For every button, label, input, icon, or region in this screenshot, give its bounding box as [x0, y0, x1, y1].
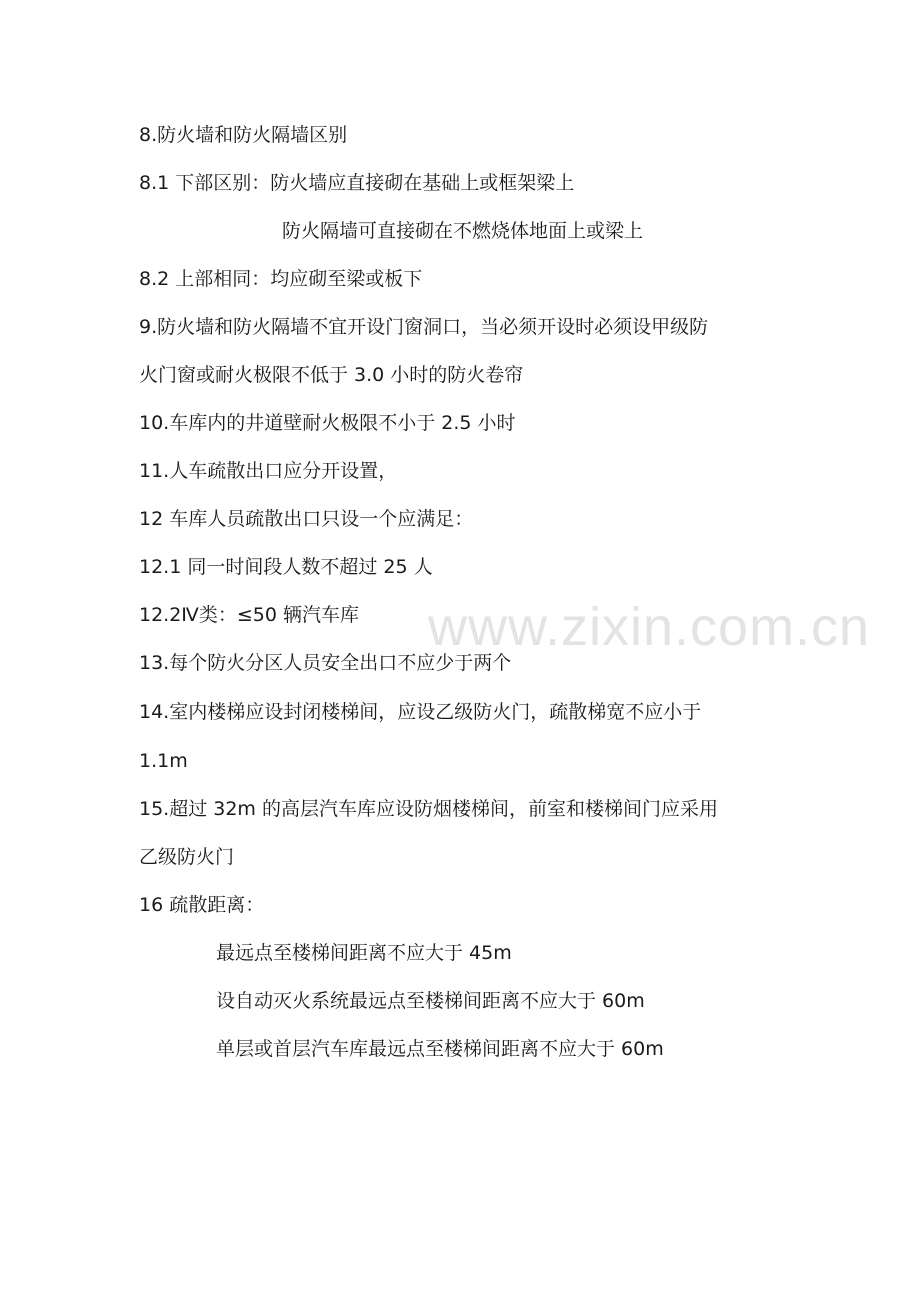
text-line-8-2: 8.2 上部相同：均应砌至梁或板下	[139, 268, 423, 290]
text-line-14: 14.室内楼梯应设封闭楼梯间，应设乙级防火门，疏散梯宽不应小于	[139, 701, 702, 723]
text-line-8-1-cont: 防火隔墙可直接砌在不燃烧体地面上或梁上	[282, 220, 644, 242]
text-line-8-1: 8.1 下部区别：防火墙应直接砌在基础上或框架梁上	[139, 172, 575, 194]
text-line-16: 16 疏散距离：	[139, 894, 265, 916]
text-line-15: 15.超过 32m 的高层汽车库应设防烟楼梯间，前室和楼梯间门应采用	[139, 798, 718, 820]
text-line-14-cont: 1.1m	[139, 750, 188, 772]
text-line-16-c: 单层或首层汽车库最远点至楼梯间距离不应大于 60m	[216, 1038, 664, 1060]
text-line-13: 13.每个防火分区人员安全出口不应少于两个	[139, 652, 512, 674]
text-line-12-2: 12.2Ⅳ类：≤50 辆汽车库	[139, 604, 359, 626]
text-line-9: 9.防火墙和防火隔墙不宜开设门窗洞口，当必须开设时必须设甲级防	[139, 316, 709, 338]
text-line-16-a: 最远点至楼梯间距离不应大于 45m	[216, 942, 512, 964]
text-line-11: 11.人车疏散出口应分开设置，	[139, 460, 398, 482]
text-line-9-cont: 火门窗或耐火极限不低于 3.0 小时的防火卷帘	[139, 364, 524, 386]
text-line-15-cont: 乙级防火门	[139, 846, 235, 868]
text-line-16-b: 设自动灭火系统最远点至楼梯间距离不应大于 60m	[216, 990, 645, 1012]
watermark: www.zixin.com.cn	[428, 597, 871, 657]
heading-8: 8.防火墙和防火隔墙区别	[139, 124, 348, 146]
text-line-12-1: 12.1 同一时间段人数不超过 25 人	[139, 556, 433, 578]
text-line-10: 10.车库内的井道壁耐火极限不小于 2.5 小时	[139, 412, 516, 434]
text-line-12: 12 车库人员疏散出口只设一个应满足：	[139, 508, 474, 530]
